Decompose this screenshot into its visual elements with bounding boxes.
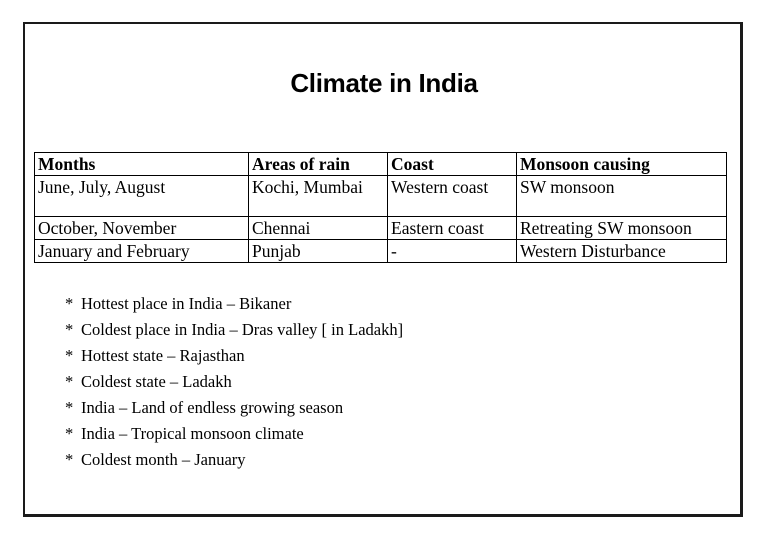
table-cell-areas: Kochi, Mumbai [249, 176, 388, 217]
bullet-asterisk-icon: * [65, 398, 74, 417]
list-item [65, 397, 403, 423]
header-areas-of-rain: Areas of rain [249, 153, 388, 176]
table-cell-months: January and February [35, 240, 249, 263]
list-item [65, 423, 403, 449]
bullet-asterisk-icon: * [65, 372, 74, 391]
table-cell-monsoon: Retreating SW monsoon [517, 217, 727, 240]
list-item [65, 345, 403, 371]
table-row [35, 176, 727, 217]
bullet-asterisk-icon: * [65, 320, 74, 339]
slide-title: Climate in India [290, 68, 478, 98]
bullet-asterisk-icon: * [65, 346, 74, 365]
fact-text: Hottest place in India – Bikaner [81, 294, 292, 313]
list-item [65, 319, 403, 345]
bullet-asterisk-icon: * [65, 450, 74, 469]
table-cell-coast: - [388, 240, 517, 263]
fact-text: Coldest state – Ladakh [81, 372, 232, 391]
table-cell-areas: Chennai [249, 217, 388, 240]
bullet-asterisk-icon: * [65, 424, 74, 443]
fact-text: Coldest month – January [81, 450, 246, 469]
table-cell-monsoon: Western Disturbance [517, 240, 727, 263]
table-cell-months: June, July, August [35, 176, 249, 217]
list-item [65, 371, 403, 397]
fact-text: India – Land of endless growing season [81, 398, 344, 417]
table-cell-months: October, November [35, 217, 249, 240]
table-cell-coast: Eastern coast [388, 217, 517, 240]
fact-text: Hottest state – Rajasthan [81, 346, 245, 365]
bullet-asterisk-icon: * [65, 294, 74, 313]
fact-text: India – Tropical monsoon climate [81, 424, 304, 443]
fact-text: Coldest place in India – Dras valley [ in Ladakh] [81, 320, 404, 339]
table-row [35, 217, 727, 240]
header-monsoon-causing: Monsoon causing [517, 153, 727, 176]
header-coast: Coast [388, 153, 517, 176]
facts-list [65, 293, 403, 475]
list-item [65, 449, 403, 475]
table-cell-coast: Western coast [388, 176, 517, 217]
table-row [35, 240, 727, 263]
list-item [65, 293, 403, 319]
header-months: Months [35, 153, 249, 176]
climate-table [34, 152, 727, 263]
table-cell-monsoon: SW monsoon [517, 176, 727, 217]
table-header-row [35, 153, 727, 176]
table-cell-areas: Punjab [249, 240, 388, 263]
